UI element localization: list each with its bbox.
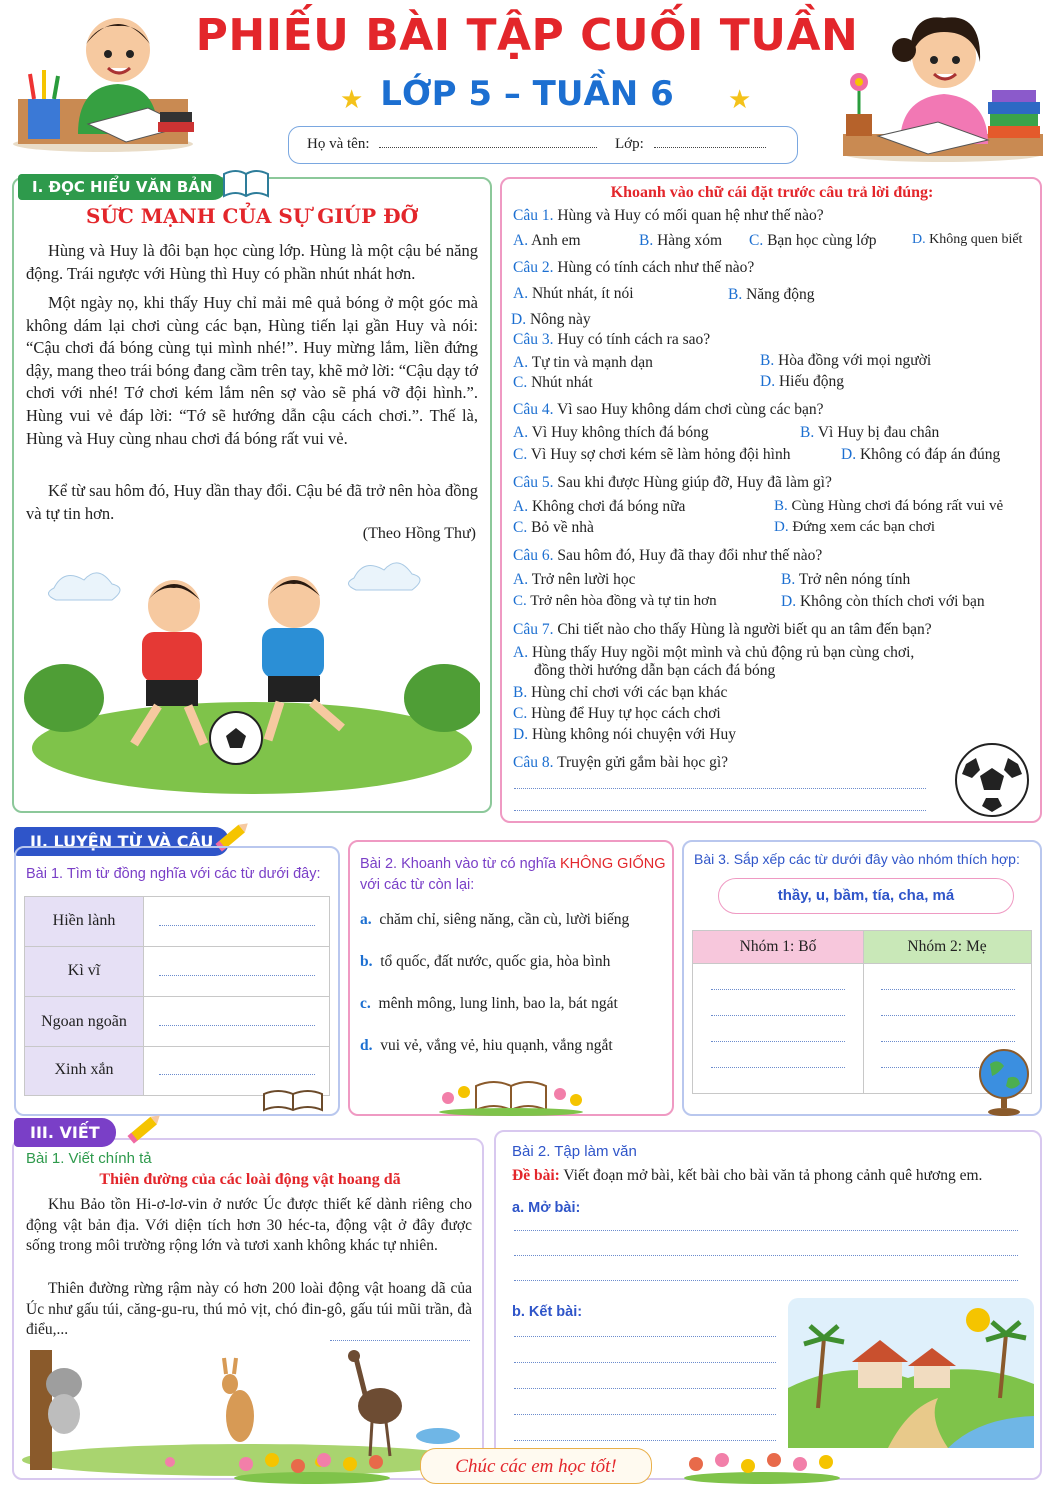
question-2: Câu 2. Hùng có tính cách như thế nào? <box>513 259 755 276</box>
soccer-ball-icon <box>952 740 1032 825</box>
opening-line[interactable] <box>514 1230 1018 1231</box>
synonym-word: Ngoan ngoãn <box>41 1013 127 1030</box>
pencil-icon <box>126 1110 166 1149</box>
opening-line[interactable] <box>514 1280 1018 1281</box>
dictation-paragraph-2: Thiên đường rừng rậm này có hơn 200 loài động vật hoang dã của Úc như gấu túi, căng-gu-ru, thú mỏ vịt, chó đin-gô, gấu túi mũi trần, đà điểu,... <box>26 1280 472 1339</box>
star-icon: ★ <box>340 84 364 114</box>
closing-line[interactable] <box>514 1440 776 1441</box>
group-2-line[interactable] <box>881 1041 1015 1042</box>
worksheet-subtitle: LỚP 5 – TUẦN 6 <box>380 74 674 114</box>
q6-option-b[interactable]: B. Trở nên nóng tính <box>781 571 911 588</box>
exercise-2-title: Bài 2. Khoanh vào từ có nghĩa KHÔNG GIỐNG với các từ còn lại: <box>360 856 666 893</box>
footer-flowers-left <box>232 1446 392 1489</box>
group-2-line[interactable] <box>881 989 1015 990</box>
globe-icon <box>974 1044 1036 1123</box>
star-icon: ★ <box>728 84 752 114</box>
q1-option-b[interactable]: B. Hàng xóm <box>639 232 723 249</box>
exercise-2-item-c[interactable]: c. mênh mông, lung linh, bao la, bát ngát <box>360 995 618 1012</box>
dictation-line[interactable] <box>330 1340 470 1341</box>
group-1-line[interactable] <box>711 1041 845 1042</box>
group-1-line[interactable] <box>711 989 845 990</box>
exercise-2-item-b[interactable]: b. tổ quốc, đất nước, quốc gia, hòa bình <box>360 953 611 970</box>
class-field[interactable] <box>654 136 766 148</box>
composition-prompt: Đề bài: Viết đoạn mở bài, kết bài cho bài văn tả phong cảnh quê hương em. <box>512 1167 983 1184</box>
q7-option-c[interactable]: C. Hùng để Huy tự học cách chơi <box>513 705 721 722</box>
q6-option-a[interactable]: A. Trở nên lười học <box>513 571 636 588</box>
q5-option-c[interactable]: C. Bỏ về nhà <box>513 519 594 536</box>
story-paragraph-1: Hùng và Huy là đôi bạn học cùng lớp. Hùng là một cậu bé năng động. Trái ngược với Hùng thì Huy có phần nhút nhát hơn. <box>26 241 478 283</box>
synonym-word: Hiền lành <box>52 912 116 929</box>
q5-option-b[interactable]: B. Cùng Hùng chơi đá bóng rất vui vẻ <box>774 498 1004 514</box>
section-tag-writing: III. VIẾT <box>14 1118 116 1147</box>
q3-option-c[interactable]: C. Nhút nhát <box>513 374 593 391</box>
question-5: Câu 5. Sau khi được Hùng giúp đỡ, Huy đã làm gì? <box>513 474 832 491</box>
footer-flowers-right <box>682 1446 842 1489</box>
group-2-header: Nhóm 2: Mẹ <box>907 938 987 955</box>
kids-playing-football-illustration <box>24 548 480 796</box>
exercise-2-item-a[interactable]: a. chăm chỉ, siêng năng, cần cù, lười biếng <box>360 911 630 928</box>
student-info-box <box>288 126 798 164</box>
closing-line[interactable] <box>514 1362 776 1363</box>
synonym-answer-line[interactable] <box>159 975 315 976</box>
q4-option-a[interactable]: A. Vì Huy không thích đá bóng <box>513 424 709 441</box>
q5-option-a[interactable]: A. Không chơi đá bóng nữa <box>513 498 686 515</box>
question-3: Câu 3. Huy có tính cách ra sao? <box>513 331 711 348</box>
answer-line[interactable] <box>514 788 926 789</box>
group-1-line[interactable] <box>711 1067 845 1068</box>
q7-option-d[interactable]: D. Hùng không nói chuyện với Huy <box>513 726 737 743</box>
closing-line[interactable] <box>514 1388 776 1389</box>
synonym-answer-line[interactable] <box>159 1025 315 1026</box>
q3-option-b[interactable]: B. Hòa đồng với mọi người <box>760 352 932 369</box>
worksheet-title: PHIẾU BÀI TẬP CUỐI TUẦN <box>195 10 859 61</box>
group-1-line[interactable] <box>711 1015 845 1016</box>
question-4: Câu 4. Vì sao Huy không dám chơi cùng các bạn? <box>513 401 824 418</box>
q7-option-a[interactable]: A. Hùng thấy Huy ngồi một mình và chủ động rủ bạn cùng chơi, <box>513 644 915 661</box>
question-instruction: Khoanh vào chữ cái đặt trước câu trả lời đúng: <box>610 184 934 201</box>
story-paragraph-2: Một ngày nọ, khi thấy Huy chỉ mải mê quả bóng ở một góc mà không dám lại chơi cùng các bạn, Hùng tiến lại gần Huy và nói: “Cậu chơi đá bóng cùng tụi mình nhé!”. Huy mừng lắm, liền đứng dậy, mang theo trái bóng đang cầm trên tay, khẽ mở lời: “Cậu dạy tớ chơi với nhé! Tớ chơi kém lắm nên sợ vào sẽ phá vỡ đội hình.”. Hùng vui vẻ đáp lời: “Tớ sẽ hướng dẫn cậu cách chơi.”. Thế là, Hùng và Huy cùng nhau chơi đá bóng rất vui vẻ. <box>26 293 478 448</box>
synonym-word: Kì vĩ <box>67 962 101 979</box>
footer-message-text: Chúc các em học tốt! <box>455 1456 617 1477</box>
open-book-flowers-icon <box>436 1068 586 1121</box>
exercise-2-item-d[interactable]: d. vui vẻ, vắng vẻ, hiu quạnh, vắng ngắt <box>360 1037 613 1054</box>
synonym-word: Xinh xắn <box>54 1061 114 1078</box>
synonym-answer-line[interactable] <box>159 925 315 926</box>
story-title: SỨC MẠNH CỦA SỰ GIÚP ĐỠ <box>85 204 419 228</box>
boy-writing-illustration <box>8 4 198 154</box>
q2-option-a[interactable]: A. Nhút nhát, ít nói <box>513 285 634 302</box>
synonym-answer-line[interactable] <box>159 1074 315 1075</box>
q1-option-c[interactable]: C. Bạn học cùng lớp <box>749 232 877 249</box>
dictation-title: Bài 1. Viết chính tả <box>26 1150 152 1167</box>
open-book-icon <box>262 1086 324 1119</box>
q4-option-b[interactable]: B. Vì Huy bị đau chân <box>800 424 940 441</box>
q4-option-d[interactable]: D. Không có đáp án đúng <box>841 446 1001 463</box>
section-tag-vocabulary: II. LUYỆN TỪ VÀ CÂU <box>14 827 229 856</box>
section-tag-reading: I. ĐỌC HIỂU VĂN BẢN <box>18 174 226 200</box>
closing-line[interactable] <box>514 1414 776 1415</box>
name-field[interactable] <box>379 136 597 148</box>
q7-option-a-cont: đồng thời hướng dẫn bạn cách đá bóng <box>534 662 776 679</box>
book-icon <box>222 168 270 203</box>
group-1-header: Nhóm 1: Bố <box>739 938 817 955</box>
exercise-3-title: Bài 3. Sắp xếp các từ dưới đây vào nhóm thích hợp: <box>694 851 1020 867</box>
word-bank-text: thầy, u, bầm, tía, cha, má <box>777 887 955 904</box>
synonym-table <box>24 896 330 1096</box>
countryside-landscape-illustration <box>788 1298 1034 1448</box>
story-source: (Theo Hồng Thư) <box>362 525 476 542</box>
q2-option-b[interactable]: B. Năng động <box>728 286 815 303</box>
q5-option-d[interactable]: D. Đứng xem các bạn chơi <box>774 519 936 535</box>
q3-option-a[interactable]: A. Tự tin và mạnh dạn <box>513 354 653 371</box>
class-label: Lớp: <box>614 136 644 152</box>
answer-line[interactable] <box>514 810 926 811</box>
q7-option-b[interactable]: B. Hùng chỉ chơi với các bạn khác <box>513 684 728 701</box>
question-7: Câu 7. Chi tiết nào cho thấy Hùng là người biết qu an tâm đến bạn? <box>513 621 932 638</box>
exercise-1-title: Bài 1. Tìm từ đồng nghĩa với các từ dưới đây: <box>26 866 321 882</box>
dictation-paragraph-1: Khu Bảo tồn Hi-ơ-lơ-vin ở nước Úc được thiết kế dành riêng cho động vật bản địa. Với diện tích hơn 30 héc-ta, động vật ở đây được sống trong môi trường rộng lớn và tươi xanh không khác tự nhiên. <box>26 1196 472 1255</box>
q1-option-d[interactable]: D. Không quen biết <box>912 232 1023 247</box>
opening-label: a. Mở bài: <box>512 1200 581 1216</box>
story-paragraph-3: Kể từ sau hôm đó, Huy dần thay đổi. Cậu bé đã trở nên hòa đồng và tự tin hơn. <box>26 481 478 523</box>
question-6: Câu 6. Sau hôm đó, Huy đã thay đổi như thế nào? <box>513 547 823 564</box>
question-8: Câu 8. Truyện gửi gắm bài học gì? <box>513 754 729 771</box>
group-2-line[interactable] <box>881 1015 1015 1016</box>
q2-option-d[interactable]: D. Nông này <box>511 311 591 328</box>
composition-title: Bài 2. Tập làm văn <box>512 1143 637 1160</box>
opening-line[interactable] <box>514 1255 1018 1256</box>
q6-option-d[interactable]: D. Không còn thích chơi với bạn <box>781 593 985 610</box>
closing-line[interactable] <box>514 1336 776 1337</box>
q4-option-c[interactable]: C. Vì Huy sợ chơi kém sẽ làm hỏng đội hình <box>513 446 791 463</box>
q6-option-c[interactable]: C. Trở nên hòa đồng và tự tin hơn <box>513 593 717 609</box>
closing-label: b. Kết bài: <box>512 1304 583 1320</box>
question-1: Câu 1. Hùng và Huy có mối quan hệ như thế nào? <box>513 207 824 224</box>
name-label: Họ và tên: <box>307 136 370 152</box>
q3-option-d[interactable]: D. Hiếu động <box>760 373 844 390</box>
q1-option-a[interactable]: A. Anh em <box>513 232 581 249</box>
dictation-heading: Thiên đường của các loài động vật hoang dã <box>99 1171 401 1188</box>
